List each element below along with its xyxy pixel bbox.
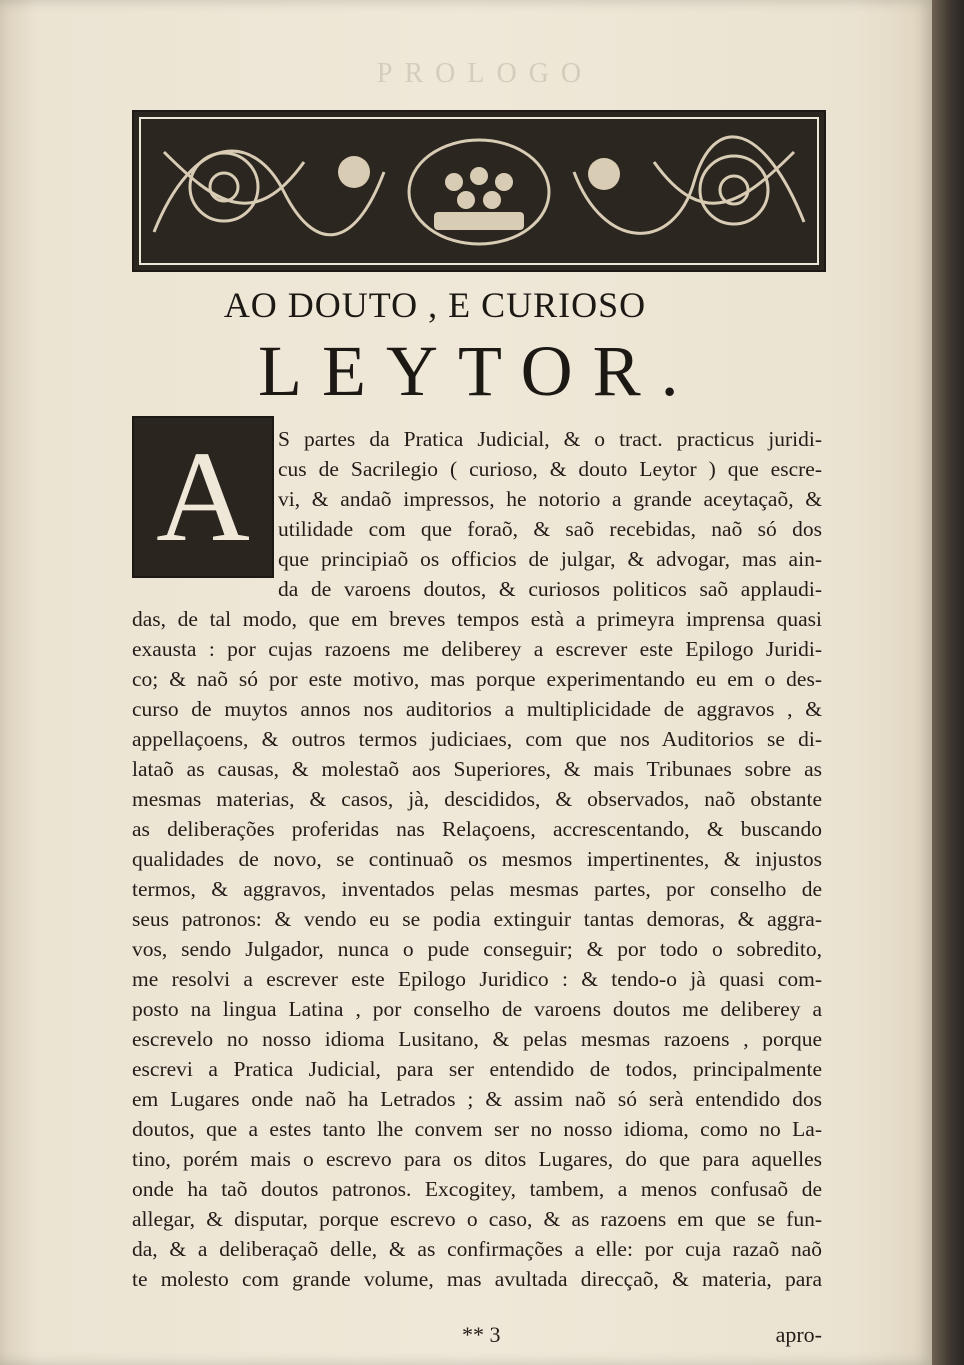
text-line: appellaçoens, & outros termos judiciaes, com que nos Auditorios se di-	[132, 727, 822, 751]
text-line: exausta : por cujas razoens me deliberey a escrever este Epilogo Juridi-	[132, 637, 822, 661]
signature-mark: ** 3	[462, 1322, 501, 1347]
text-line: mesmas materias, & casos, jà, descididos, & observados, naõ obstante	[132, 787, 822, 811]
text-line: doutos, que a estes tanto lhe convem ser no nosso idioma, como no La-	[132, 1117, 822, 1141]
text-line: escrevelo no nosso idioma Lusitano, & pelas mesmas razoens , porque	[132, 1027, 822, 1051]
text-line: vos, sendo Julgador, nunca o pude conseguir; & por todo o sobredito,	[132, 937, 822, 961]
text-line: utilidade com que foraõ, & saõ recebidas, naõ só dos	[278, 517, 822, 541]
woodcut-headpiece	[132, 110, 826, 272]
text-line: tino, porém mais o escrevo para os ditos Lugares, do que para aquelles	[132, 1147, 822, 1171]
text-line: que principiaõ os officios de julgar, & advogar, mas ain-	[278, 547, 822, 571]
text-line: posto na lingua Latina , por conselho de varoens doutos me deliberey a	[132, 997, 822, 1021]
book-edge	[932, 0, 964, 1365]
text-line: vi, & andaõ impressos, he notorio a grande aceytaçaõ, &	[278, 487, 822, 511]
text-line: lataõ as causas, & molestaõ aos Superiores, & mais Tribunaes sobre as	[132, 757, 822, 781]
text-line: da de varoens doutos, & curiosos politicos saõ applaudi-	[278, 577, 822, 601]
text-line: termos, & aggravos, inventados pelas mesmas partes, por conselho de	[132, 877, 822, 901]
text-line: em Lugares onde naõ ha Letrados ; & assim naõ só serà entendido dos	[132, 1087, 822, 1111]
running-header-showthrough: PROLOGO	[376, 58, 594, 89]
title-line-1: AO DOUTO , E CURIOSO	[223, 285, 647, 325]
headpiece-illustration	[134, 112, 824, 270]
text-line: te molesto com grande volume, mas avultada direcçaõ, & materia, para	[132, 1267, 822, 1291]
text-line: co; & naõ só por este motivo, mas porque experimentando eu em o des-	[132, 667, 822, 691]
text-line: as deliberações proferidas nas Relaçoens, accrescentando, & buscando	[132, 817, 822, 841]
text-line: seus patronos: & vendo eu se podia extinguir tantas demoras, & aggra-	[132, 907, 822, 931]
preface-text	[132, 424, 822, 1294]
title-line-2: LEYTOR.	[258, 331, 699, 411]
catchword: apro-	[775, 1322, 822, 1347]
text-line: escrevi a Pratica Judicial, para ser entendido de todos, principalmente	[132, 1057, 822, 1081]
text-line: da, & a deliberaçaõ delle, & as confirmações a elle: por cuja razaõ naõ	[132, 1237, 822, 1261]
text-line: onde ha taõ doutos patronos. Excogitey, tambem, a menos confusaõ de	[132, 1177, 822, 1201]
text-line: curso de muytos annos nos auditorios a multiplicidade de aggravos , &	[132, 697, 822, 721]
text-line: S partes da Pratica Judicial, & o tract. practicus juridi-	[278, 427, 822, 451]
text-line: me resolvi a escrever este Epilogo Juridico : & tendo-o jà quasi com-	[132, 967, 822, 991]
page-footer	[132, 1322, 822, 1352]
text-line: allegar, & disputar, porque escrevo o caso, & as razoens em que se fun-	[132, 1207, 822, 1231]
text-line: qualidades de novo, se continuaõ os mesmos impertinentes, & injustos	[132, 847, 822, 871]
text-line: das, de tal modo, que em breves tempos està a primeyra imprensa quasi	[132, 607, 822, 631]
drop-cap-letter: A	[156, 425, 250, 569]
text-line: cus de Sacrilegio ( curioso, & douto Leytor ) que escre-	[278, 457, 822, 481]
